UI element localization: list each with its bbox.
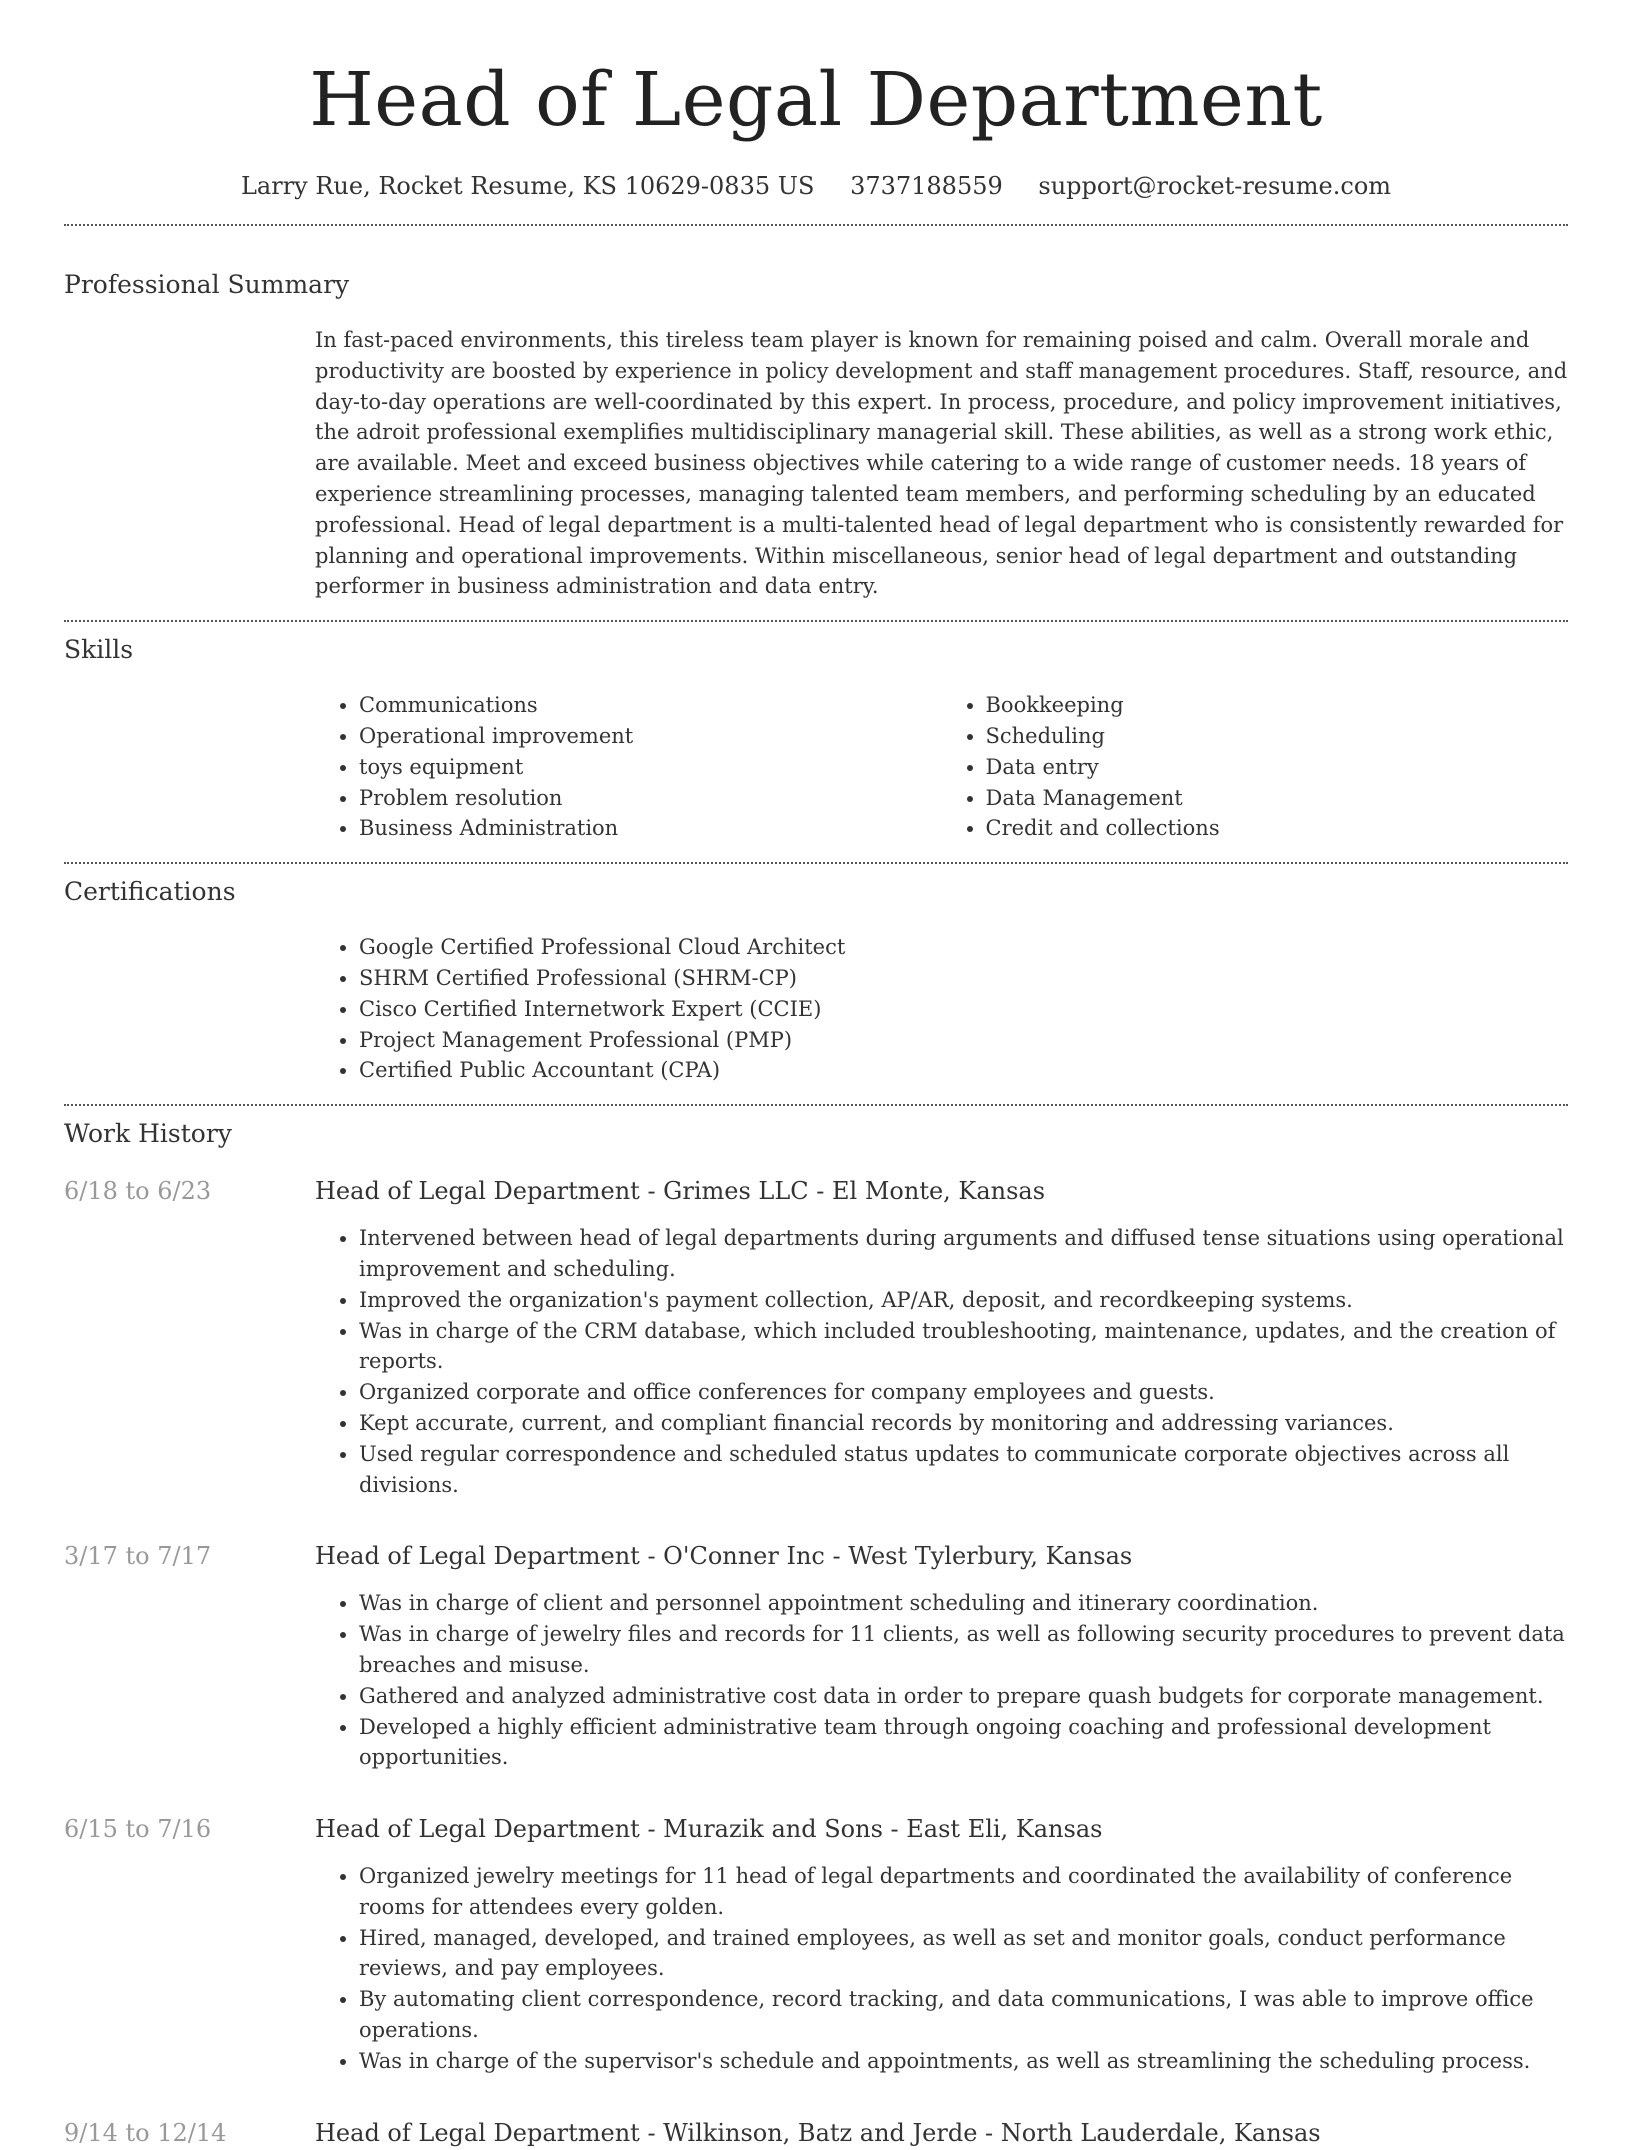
skill-item: • Problem resolution (359, 783, 942, 814)
certification-item: • Project Management Professional (PMP) (359, 1025, 1568, 1056)
contact-phone: 3737188559 (850, 172, 1003, 200)
job-entry (64, 1539, 1568, 1773)
job-bullet: • Was in charge of the CRM database, which included troubleshooting, maintenance, updates, and the creation of reports. (359, 1316, 1568, 1378)
section-title-work: Work History (64, 1119, 232, 1149)
certifications-list (315, 932, 1568, 1086)
contact-email: support@rocket-resume.com (1038, 172, 1392, 200)
job-entry (64, 2116, 1568, 2150)
skills-section (64, 635, 1568, 844)
certifications-section (64, 877, 1568, 1086)
skill-item: • Operational improvement (359, 721, 942, 752)
divider (64, 1104, 1568, 1106)
job-body (315, 1539, 1568, 1773)
job-body (315, 2116, 1568, 2150)
contact-line (0, 172, 1632, 200)
job-bullet: • Improved the organization's payment collection, AP/AR, deposit, and recordkeeping systems. (359, 1285, 1568, 1316)
job-entry (64, 1174, 1568, 1500)
resume-header (0, 0, 1632, 200)
job-title: Head of Legal Department - Wilkinson, Batz and Jerde - North Lauderdale, Kansas (315, 2118, 1321, 2147)
job-bullet: • Was in charge of jewelry files and records for 11 clients, as well as following security procedures to prevent data breaches and misuse. (359, 1619, 1568, 1681)
skill-item: • Data Management (986, 783, 1569, 814)
skill-item: • Scheduling (986, 721, 1569, 752)
job-bullet: • Intervened between head of legal departments during arguments and diffused tense situations using operational improvement and scheduling. (359, 1223, 1568, 1285)
job-date: 9/14 to 12/14 (64, 2118, 227, 2147)
job-bullets (315, 1223, 1568, 1500)
skill-item: • Bookkeeping (986, 690, 1569, 721)
skill-item: • Communications (359, 690, 942, 721)
section-title-summary: Professional Summary (64, 270, 350, 299)
skill-item: • toys equipment (359, 752, 942, 783)
job-entry (64, 1812, 1568, 2077)
job-bullet: • Hired, managed, developed, and trained employees, as well as set and monitor goals, conduct performance reviews, and pay employees. (359, 1923, 1568, 1985)
job-bullet: • Developed a highly efficient administrative team through ongoing coaching and professional development opportunities. (359, 1712, 1568, 1774)
contact-address: Larry Rue, Rocket Resume, KS 10629-0835 US (240, 172, 815, 200)
skills-column-left (315, 690, 942, 844)
job-bullet: • Used regular correspondence and scheduled status updates to communicate corporate objectives across all divisions. (359, 1439, 1568, 1501)
job-bullet: • Was in charge of client and personnel appointment scheduling and itinerary coordination. (359, 1588, 1568, 1619)
divider (64, 862, 1568, 864)
skills-list (315, 690, 1568, 844)
certification-item: • Google Certified Professional Cloud Architect (359, 932, 1568, 963)
job-date: 6/18 to 6/23 (64, 1177, 212, 1206)
certification-item: • Certified Public Accountant (CPA) (359, 1055, 1568, 1086)
divider (64, 620, 1568, 622)
resume-name: Head of Legal Department (309, 57, 1323, 143)
skills-column-right (942, 690, 1569, 844)
summary-text: In fast-paced environments, this tireless team player is known for remaining poised and calm. Overall morale and productivity are boosted by experience in policy development and staff management procedures. Staff, resource, and day-to-day operations are well-coordinated by this expert. In process, procedure, and policy improvement initiatives, the adroit professional exemplifies multidisciplinary managerial skill. These abilities, as well as a strong work ethic, are available. Meet and exceed business objectives while catering to a wide range of customer needs. 18 years of experience streamlining processes, managing talented team members, and performing scheduling by an educated professional. Head of legal department is a multi-talented head of legal department who is consistently rewarded for planning and operational improvements. Within miscellaneous, senior head of legal department and outstanding performer in business administration and data entry. (315, 328, 1568, 599)
divider (64, 224, 1568, 226)
skill-item: • Data entry (986, 752, 1569, 783)
job-title: Head of Legal Department - Murazik and Sons - East Eli, Kansas (315, 1815, 1103, 1844)
job-bullet: • Organized corporate and office conferences for company employees and guests. (359, 1377, 1568, 1408)
section-title-certifications: Certifications (64, 877, 236, 907)
certification-item: • Cisco Certified Internetwork Expert (CCIE) (359, 994, 1568, 1025)
job-date: 3/17 to 7/17 (64, 1542, 212, 1571)
job-title: Head of Legal Department - Grimes LLC - El Monte, Kansas (315, 1177, 1046, 1206)
certification-item: • SHRM Certified Professional (SHRM-CP) (359, 963, 1568, 994)
summary-section (64, 270, 1568, 602)
job-bullets (315, 1861, 1568, 2077)
job-bullet: • Kept accurate, current, and compliant financial records by monitoring and addressing variances. (359, 1408, 1568, 1439)
job-bullet: • Was in charge of the supervisor's schedule and appointments, as well as streamlining the scheduling process. (359, 2046, 1568, 2077)
skill-item: • Credit and collections (986, 813, 1569, 844)
section-title-skills: Skills (64, 635, 134, 665)
skill-item: • Business Administration (359, 813, 942, 844)
job-bullet: • Gathered and analyzed administrative cost data in order to prepare quash budgets for corporate management. (359, 1681, 1568, 1712)
job-body (315, 1174, 1568, 1500)
job-bullets (315, 1588, 1568, 1773)
job-body (315, 1812, 1568, 2077)
job-date: 6/15 to 7/16 (64, 1815, 212, 1844)
job-bullet: • Organized jewelry meetings for 11 head of legal departments and coordinated the availability of conference rooms for attendees every golden. (359, 1861, 1568, 1923)
work-section (64, 1119, 1568, 2150)
job-bullet: • By automating client correspondence, record tracking, and data communications, I was able to improve office operations. (359, 1984, 1568, 2046)
summary-content (315, 325, 1568, 602)
job-title: Head of Legal Department - O'Conner Inc - West Tylerbury, Kansas (315, 1542, 1133, 1571)
certifications-content (315, 932, 1568, 1086)
